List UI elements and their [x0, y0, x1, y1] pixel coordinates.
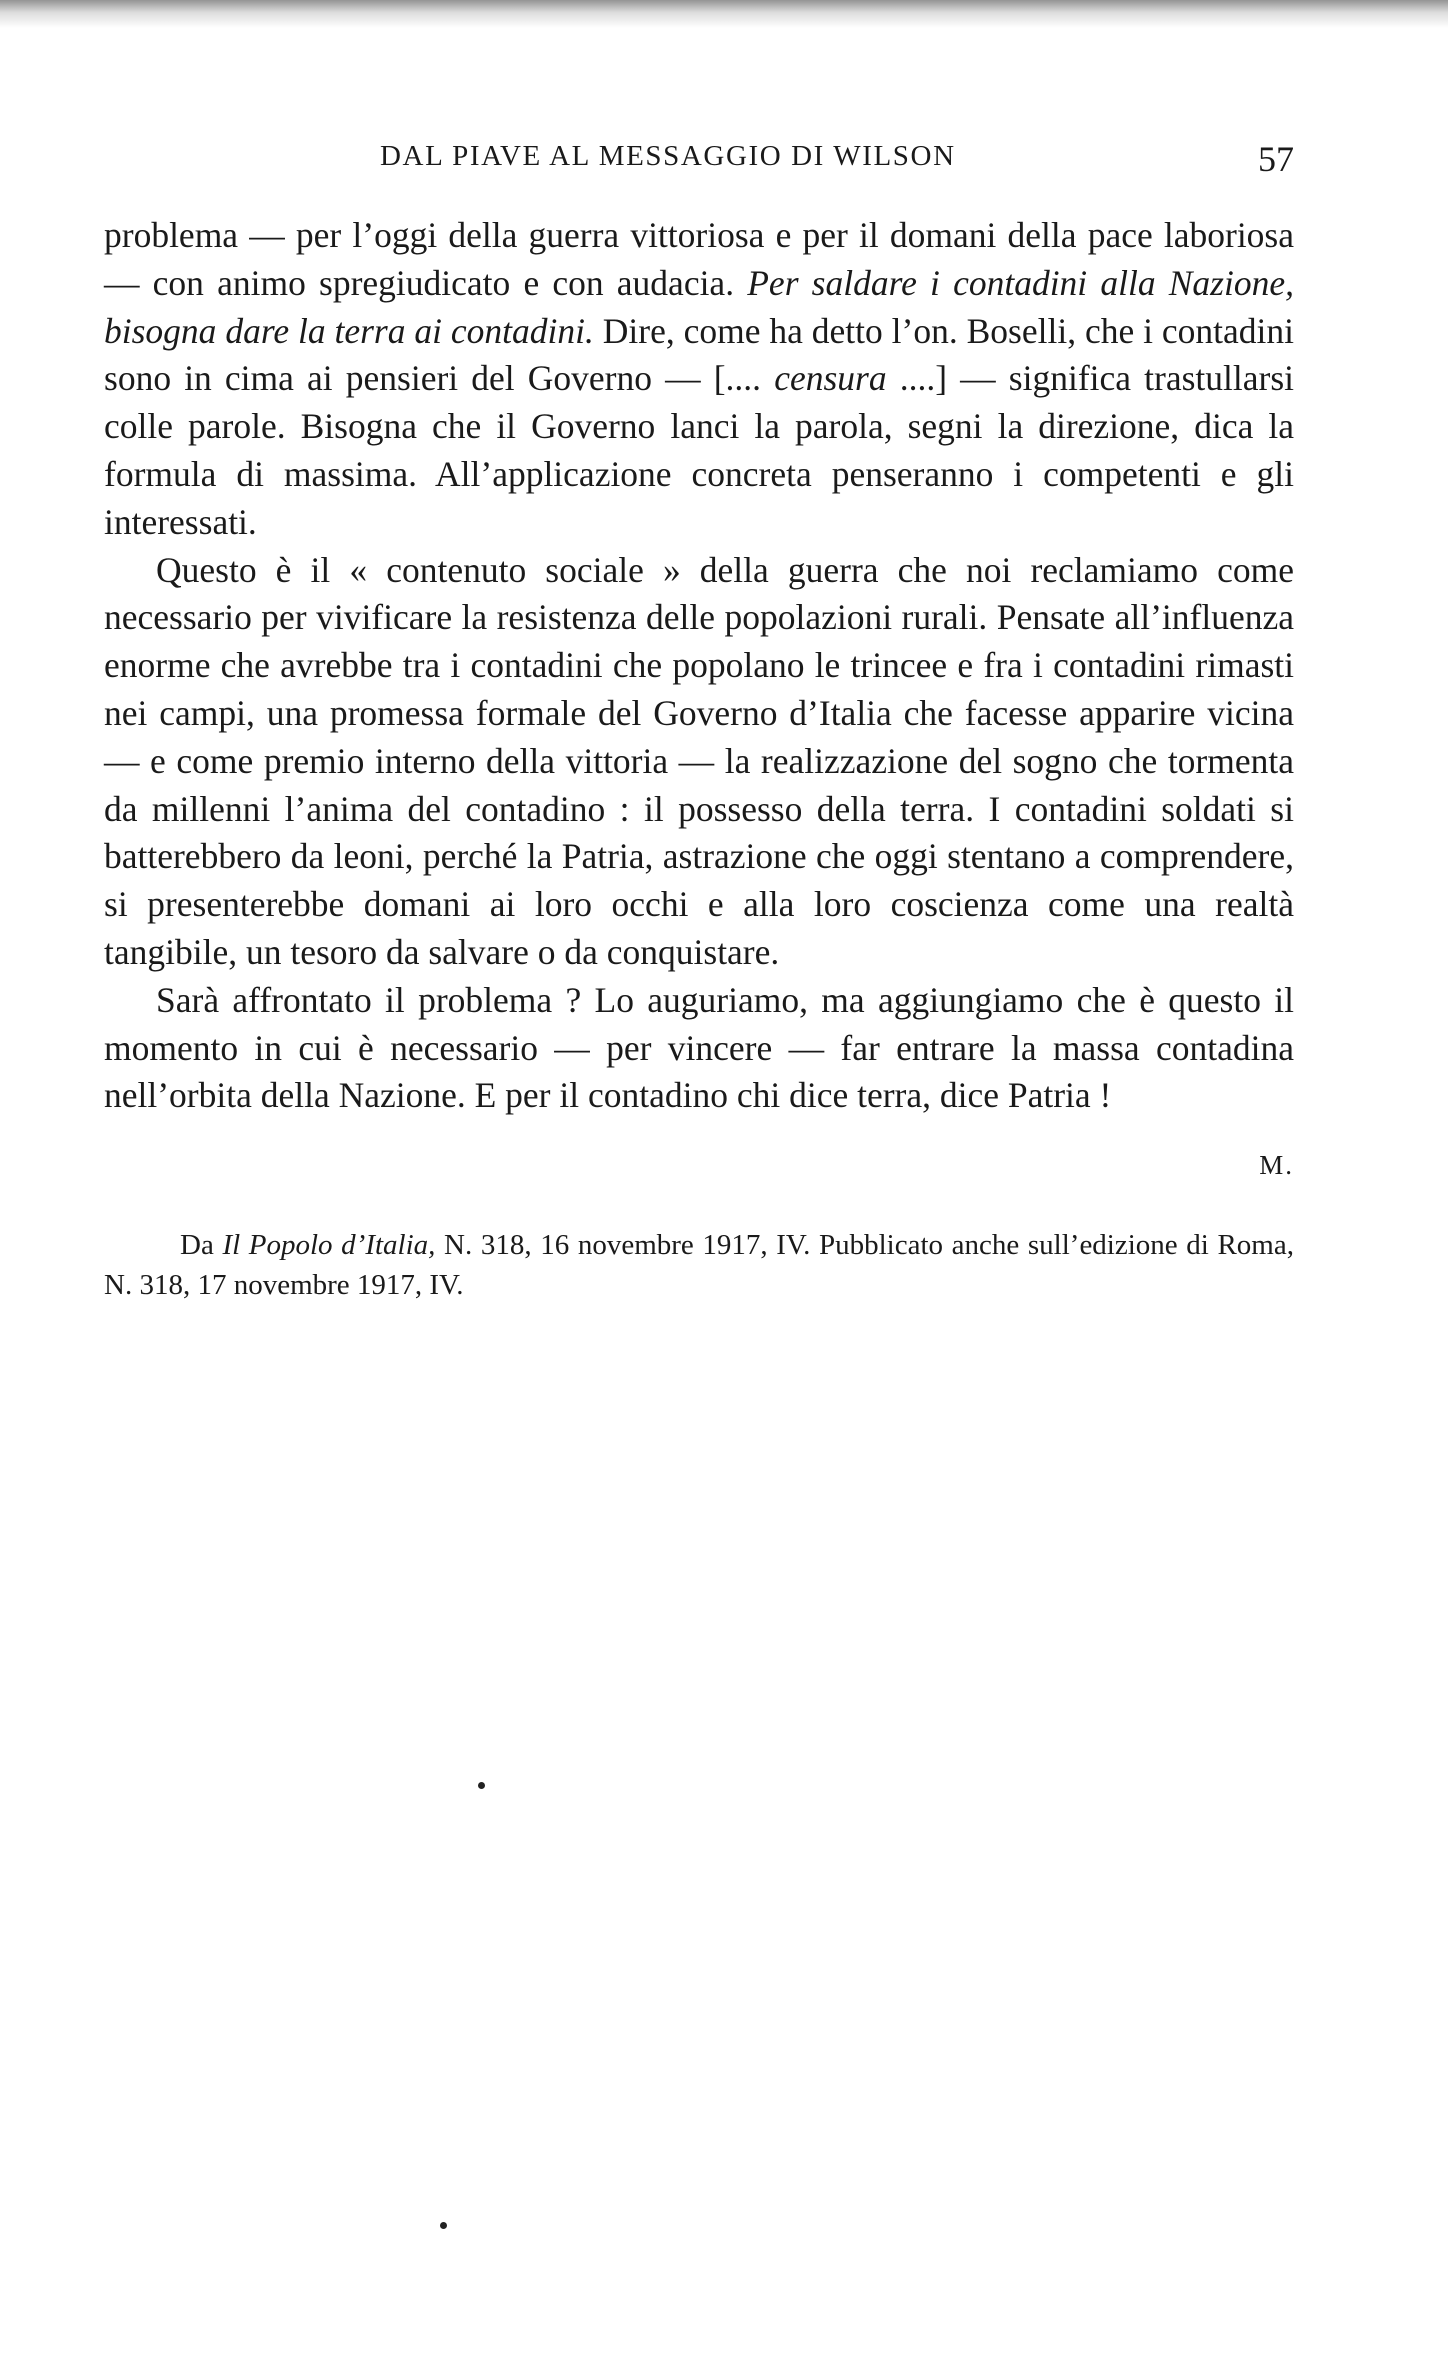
paragraph-1-text-a: problema — per l’oggi della guerra vittoriosa e per il domani della pace laboriosa — con animo spregiudicato e con audacia. [104, 215, 1294, 303]
paragraph-1-text-c: Dire, come ha detto l’on. Boselli, che i contadini sono in cima ai pensieri del Governo — [.... [104, 310, 1294, 399]
source-footnote [104, 1225, 1294, 1305]
paragraph-3: Sarà affrontato il problema ? Lo auguriamo, ma aggiungiamo che è questo il momento in cui è necessario — per vincere — far entrare la massa contadina nell’orbita della Nazione. E per il contadino chi dice terra, dice Patria ! [104, 979, 1294, 1116]
footnote-text-a: Da [180, 1229, 223, 1262]
running-head: DAL PIAVE AL MESSAGGIO DI WILSON [380, 140, 956, 172]
page-body [104, 212, 1294, 1334]
signature: M. [1259, 1150, 1294, 1181]
scan-speck [478, 1782, 485, 1789]
page-header [104, 140, 1294, 184]
footnote-text-c: N. 318, 16 novembre 1917, IV. Pubblicato anche sull’edizione di Roma, N. 318, 17 novembre 1917, IV. [104, 1229, 1294, 1302]
scan-edge-noise [0, 0, 1448, 28]
page-number: 57 [1258, 139, 1294, 179]
scan-speck [440, 2222, 447, 2229]
paragraph-1-text-e: ....] — significa trastullarsi colle parole. Bisogna che il Governo lanci la parola, segni la direzione, dica la formula di massima. All’applicazione concreta penseranno i competenti e gli interessati. [104, 358, 1294, 542]
footnote-newspaper-title: Il Popolo d’Italia, [222, 1229, 436, 1262]
paragraph-1 [104, 212, 1294, 547]
paragraph-1-italic-phrase: Per saldare i contadini alla Nazione, bisogna dare la terra ai contadini. [104, 262, 1294, 351]
censorship-marker: censura [774, 358, 887, 399]
paragraph-2: Questo è il « contenuto sociale » della guerra che noi reclamiamo come necessario per vivificare la resistenza delle popolazioni rurali. Pensate all’influenza enorme che avrebbe tra i contadini che popolano le trincee e fra i contadini rimasti nei campi, una promessa formale del Governo d’Italia che facesse apparire vicina — e come premio interno della vittoria — la realizzazione del sogno che tormenta da millenni l’anima del contadino : il possesso della terra. I contadini soldati si batterebbero da leoni, perché la Patria, astrazione che oggi stentano a comprendere, si presenterebbe domani ai loro occhi e alla loro coscienza come una realtà tangibile, un tesoro da salvare o da conquistare. [104, 549, 1294, 972]
